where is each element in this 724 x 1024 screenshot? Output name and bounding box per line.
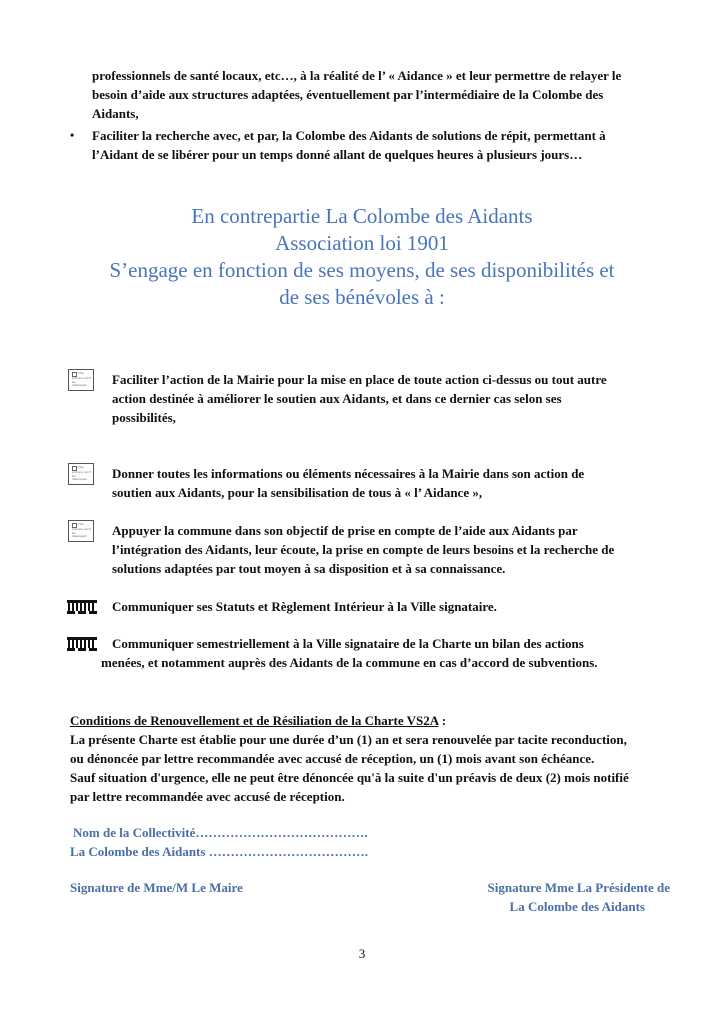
broken-image-icon bbox=[68, 520, 94, 542]
commitment-item bbox=[112, 370, 672, 427]
collectivite-field: Nom de la Collectivité…………………………………. bbox=[73, 825, 368, 840]
conditions-line: La présente Charte est établie pour une durée d’un (1) an et sera renouvelée par tacite reconduction, bbox=[70, 732, 627, 747]
conditions-line: Sauf situation d'urgence, elle ne peut être dénoncée qu'à la suite d'un préavis de deux (2) mois notifié bbox=[70, 770, 629, 785]
item-line: Faciliter l’action de la Mairie pour la mise en place de toute action ci-dessus ou tout autre bbox=[112, 372, 607, 387]
item-line: menées, et notamment auprès des Aidants de la commune en cas d’accord de subventions. bbox=[101, 655, 598, 670]
intro-line: Aidants, bbox=[92, 106, 139, 121]
signature-maire: Signature de Mme/M Le Maire bbox=[70, 880, 243, 895]
heading-line: de ses bénévoles à : bbox=[279, 285, 445, 309]
page-number: 3 bbox=[358, 946, 366, 961]
signature-presidente bbox=[440, 878, 670, 916]
item-line: solutions adaptées par tout moyen à sa disposition et à sa connaissance. bbox=[112, 561, 506, 576]
conditions-title-text: Conditions de Renouvellement et de Résiliation de la Charte VS2A bbox=[70, 713, 439, 728]
hands-icon bbox=[67, 637, 97, 651]
section-heading bbox=[40, 203, 684, 311]
commitment-item bbox=[101, 597, 681, 616]
bullet-paragraph bbox=[92, 126, 672, 164]
conditions-title-suffix: : bbox=[438, 713, 447, 728]
broken-image-caption: The picture can't be displayed. bbox=[72, 371, 91, 387]
broken-image-icon bbox=[68, 463, 94, 485]
heading-line: Association loi 1901 bbox=[275, 231, 449, 255]
broken-image-icon bbox=[68, 369, 94, 391]
intro-line: besoin d’aide aux structures adaptées, éventuellement par l’intermédiaire de la Colombe des bbox=[92, 87, 604, 102]
bullet-line: l’Aidant de se libérer pour un temps donné allant de quelques heures à plusieurs jours… bbox=[92, 147, 583, 162]
conditions-paragraph bbox=[70, 730, 680, 806]
item-line: l’intégration des Aidants, leur écoute, la prise en compte de leurs besoins et la recherche de bbox=[112, 542, 615, 557]
item-line: soutien aux Aidants, pour la sensibilisation de tous à « l’ Aidance », bbox=[112, 485, 483, 500]
intro-line: professionnels de santé locaux, etc…, à la réalité de l’ « Aidance » et leur permettre de relayer le bbox=[92, 68, 622, 83]
broken-image-caption: The picture can't be displayed. bbox=[72, 522, 91, 538]
item-line: Communiquer ses Statuts et Règlement Intérieur à la Ville signataire. bbox=[112, 599, 497, 614]
broken-image-caption: The picture can't be displayed. bbox=[72, 465, 91, 481]
item-line: possibilités, bbox=[112, 410, 176, 425]
bullet-line: Faciliter la recherche avec, et par, la Colombe des Aidants de solutions de répit, permettant à bbox=[92, 128, 606, 143]
conditions-line: par lettre recommandée avec accusé de réception. bbox=[70, 789, 345, 804]
heading-line: S’engage en fonction de ses moyens, de ses disponibilités et bbox=[109, 258, 615, 282]
intro-paragraph bbox=[92, 66, 672, 123]
item-line: Donner toutes les informations ou éléments nécessaires à la Mairie dans son action de bbox=[112, 466, 585, 481]
colombe-field: La Colombe des Aidants ………………………………. bbox=[70, 844, 368, 859]
item-line: Communiquer semestriellement à la Ville signataire de la Charte un bilan des actions bbox=[112, 636, 584, 651]
conditions-title bbox=[70, 711, 446, 730]
commitment-item bbox=[101, 634, 681, 672]
bullet-icon: • bbox=[70, 128, 75, 142]
item-line: Appuyer la commune dans son objectif de prise en compte de l’aide aux Aidants par bbox=[112, 523, 578, 538]
item-line: action destinée à améliorer le soutien aux Aidants, et dans ce dernier cas selon ses bbox=[112, 391, 562, 406]
signature-line: La Colombe des Aidants bbox=[509, 899, 645, 914]
commitment-item bbox=[112, 464, 672, 502]
heading-line: En contrepartie La Colombe des Aidants bbox=[191, 204, 533, 228]
conditions-line: ou dénoncée par lettre recommandée avec accusé de réception, un (1) mois avant son échéance. bbox=[70, 751, 595, 766]
hands-icon bbox=[67, 600, 97, 614]
commitment-item bbox=[112, 521, 672, 578]
signature-line: Signature Mme La Présidente de bbox=[487, 880, 670, 895]
